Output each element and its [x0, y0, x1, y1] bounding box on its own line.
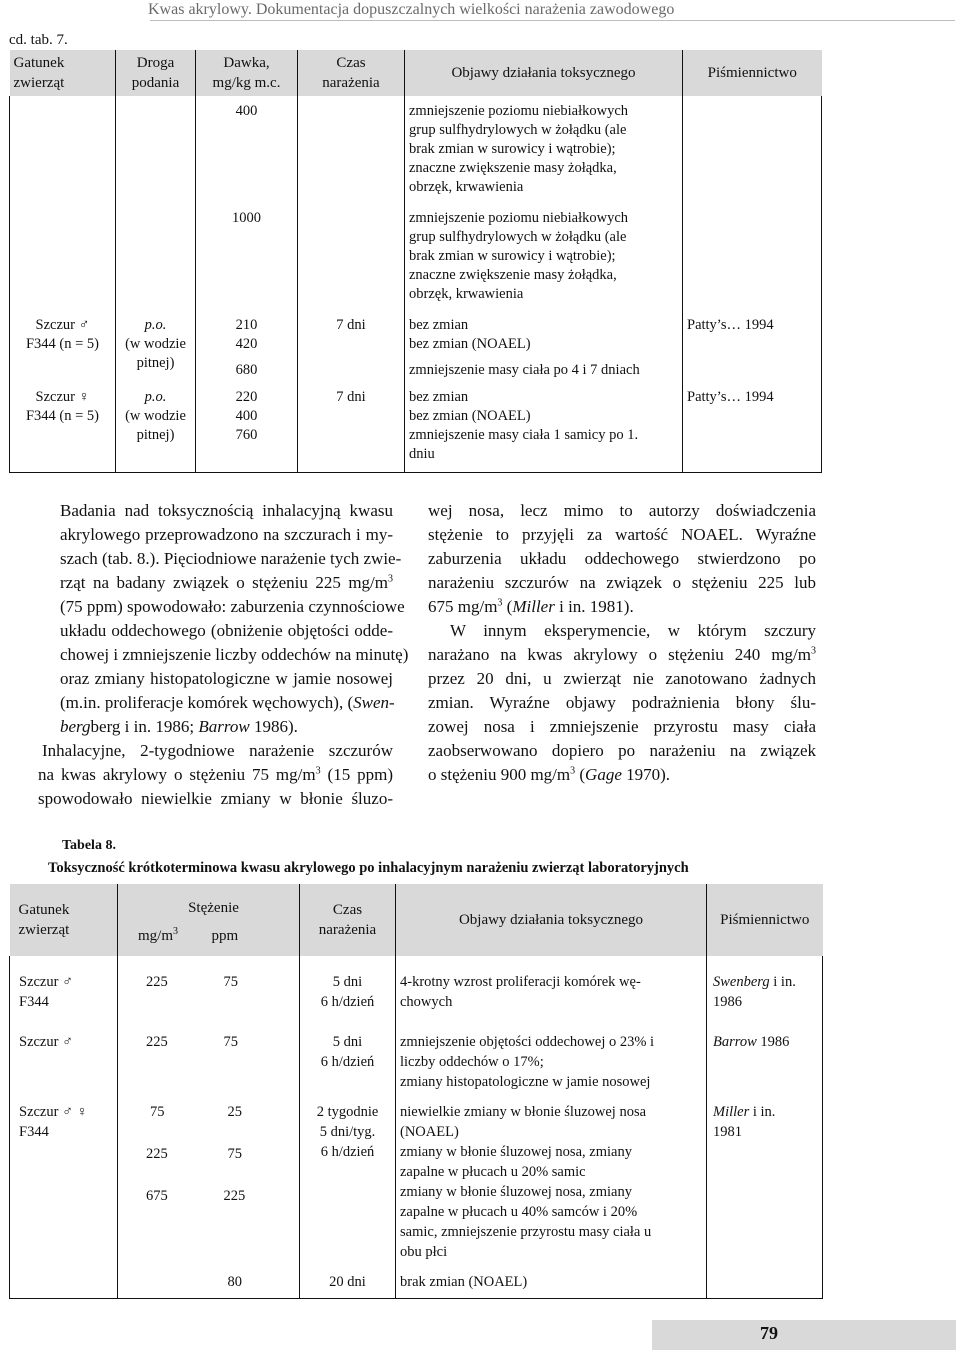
- table-row: [10, 956, 823, 1028]
- header-species: Gatunek zwierząt: [10, 884, 118, 956]
- header-refs: Piśmiennictwo: [707, 884, 823, 956]
- table-8-title: Toksyczność krótkoterminowa kwasu akrylowego po inhalacyjnym narażeniu zwierząt laboratoryjnych: [48, 860, 689, 876]
- dose-value: 1000: [196, 209, 298, 316]
- table-8-label: Tabela 8.: [62, 838, 116, 853]
- paragraph: Inhalacyjne, 2-tygodniowe narażenie szczurów na kwas akrylowy o stężeniu 75 $mg/m^3$ (15 ppm) spowodowało niewielkie zmiany w błonie śluzo-: [38, 741, 394, 808]
- time-cell: 5 dni 6 h/dzień: [300, 1028, 396, 1098]
- paragraph: wej nosa, lecz mimo to autorzy doświadczenia stężenie to przyjęli za wartość NOAEL. Wyraźne zaburzenia układu oddechowego stwierdzono po narażeniu szczurów na związek o stężeniu 225 lub 675 $mg/m^3$ (Miller i in. 1981).: [428, 501, 816, 616]
- route-cell: p.o. (w wodzie pitnej): [116, 316, 196, 388]
- page-number: 79: [760, 1323, 778, 1343]
- table-header-row: [10, 884, 823, 923]
- continuation-label: cd. tab. 7.: [9, 32, 68, 48]
- effects-cell: bez zmian bez zmian (NOAEL) zmniejszenie masy ciała 1 samicy po 1. dniu: [405, 388, 683, 473]
- concentration-ppm: 80: [200, 1268, 300, 1299]
- effects-cell: bez zmian bez zmian (NOAEL) zmniejszenie masy ciała po 4 i 7 dniach: [405, 316, 683, 388]
- ref-cell: Miller i in. 1981: [707, 1098, 823, 1268]
- ref-cell: Patty’s… 1994: [683, 316, 822, 388]
- concentration-ppm: 75: [200, 1028, 300, 1098]
- time-cell: 7 dni: [298, 388, 405, 473]
- header-effects: Objawy działania toksycznego: [396, 884, 707, 956]
- concentration-mg: 225: [146, 974, 168, 990]
- body-text-left: [38, 499, 409, 811]
- species-cell: Szczur ♀ F344 (n = 5): [10, 388, 116, 473]
- header-time: Czas narażenia: [300, 884, 396, 956]
- effects-cell: brak zmian (NOAEL): [396, 1268, 707, 1299]
- header-rule: [150, 20, 955, 21]
- ref-cell: Barrow 1986: [707, 1028, 823, 1098]
- ref-cell: Swenberg i in. 1986: [707, 956, 823, 1028]
- effects-cell: niewielkie zmiany w błonie śluzowej nosa (NOAEL) zmiany w błonie śluzowej nosa, zmiany zapalne w płucach u 20% samic zmiany w błonie śluzowej nosa, zmiany zapalne w płucach u 40% samców i 20% samic, zmniejszenie przyrostu masy ciała u obu płci: [396, 1098, 707, 1268]
- effects-cell: zmniejszenie poziomu niebiałkowych grup sulfhydrylowych w żołądku (ale brak zmian w surowicy i wątrobie); znaczne zwiększenie masy żołądka, obrzęk, krwawienia: [405, 209, 683, 316]
- species-cell: Szczur ♂ F344: [10, 956, 118, 1028]
- header-mgm3: $mg/m^3$: [118, 923, 200, 956]
- time-cell: 7 dni: [298, 316, 405, 388]
- time-cell: 20 dni: [300, 1268, 396, 1299]
- header-time: Czas narażenia: [298, 50, 405, 96]
- concentration-ppm: 25 75 225: [200, 1098, 300, 1268]
- table-row: [10, 1028, 823, 1098]
- dose-cell: 220 400 760: [196, 388, 298, 473]
- header-species: Gatunek zwierząt: [10, 50, 116, 96]
- header-concentration: Stężenie: [118, 884, 300, 923]
- header-effects: Objawy działania toksycznego: [405, 50, 683, 96]
- effects-cell: 4-krotny wzrost proliferacji komórek wę- chowych: [396, 956, 707, 1028]
- header-refs: Piśmiennictwo: [683, 50, 822, 96]
- effects-cell: zmniejszenie poziomu niebiałkowych grup sulfhydrylowych w żołądku (ale brak zmian w surowicy i wątrobie); znaczne zwiększenie masy żołądka, obrzęk, krwawienia: [405, 96, 683, 209]
- effects-cell: zmniejszenie objętości oddechowej o 23% i liczby oddechów o 17%; zmiany histopatologiczne w jamie nosowej: [396, 1028, 707, 1098]
- table-row: [10, 1268, 823, 1299]
- running-head: Kwas akrylowy. Dokumentacja dopuszczalnych wielkości narażenia zawodowego: [148, 1, 675, 18]
- header-ppm: ppm: [200, 923, 300, 956]
- table-row: [10, 388, 822, 473]
- concentration-mg: 225: [146, 1034, 168, 1050]
- paragraph: W innym eksperymencie, w którym szczury narażano na kwas akrylowy o stężeniu 240 $mg/m^3$ przez 20 dni, u zwierząt nie zanotowano żadnych zmian. Wyraźne objawy podrażnienia błony ślu- zowej nosa i zmniejszenie przyrostu masy ciała zaobserwowano dopiero po narażeniu na związek o stężeniu 900 $mg/m^3$ (Gage 1970).: [428, 621, 816, 784]
- concentration-ppm: 75: [200, 956, 300, 1028]
- paragraph: Badania nad toksycznością inhalacyjną kwasu akrylowego przeprowadzono na szczurach i my- szach (tab. 8.). Pięciodniowe narażenie tych zwie- rząt na badany związek o stężeniu 225 $mg/m^3$ (75 ppm) spowodowało: zaburzenia czynnościowe układu oddechowego (obniżenie objętości odde- chowej i zmniejszenie liczby oddechów na minutę) oraz zmiany histopatologiczne w jamie nosowej (m.in. proliferacje komórek węchowych), (Swen- bergberg i in. 1986; Barrow 1986).: [60, 501, 409, 736]
- route-cell: p.o. (w wodzie pitnej): [116, 388, 196, 473]
- table-row: [10, 96, 822, 209]
- table-row: [10, 316, 822, 388]
- species-cell: Szczur ♂ F344 (n = 5): [10, 316, 116, 388]
- page-number-bar: [652, 1320, 956, 1350]
- dose-value: 400: [196, 96, 298, 209]
- table-header-row: [10, 50, 822, 96]
- species-cell: Szczur ♂ ♀ F344: [10, 1098, 118, 1268]
- table-row: [10, 209, 822, 316]
- header-route: Droga podania: [116, 50, 196, 96]
- time-cell: 2 tygodnie 5 dni/tyg. 6 h/dzień: [300, 1098, 396, 1268]
- ref-cell: Patty’s… 1994: [683, 388, 822, 473]
- table-row: [10, 1098, 823, 1268]
- body-text-right: [428, 499, 816, 787]
- dose-cell: 210 420 680: [196, 316, 298, 388]
- table-8: [9, 884, 823, 1299]
- concentration-mg: 75 225 675: [146, 1104, 168, 1204]
- species-cell: Szczur ♂: [10, 1028, 118, 1098]
- time-cell: 5 dni 6 h/dzień: [300, 956, 396, 1028]
- header-dose: Dawka, mg/kg m.c.: [196, 50, 298, 96]
- table-7: [9, 50, 822, 473]
